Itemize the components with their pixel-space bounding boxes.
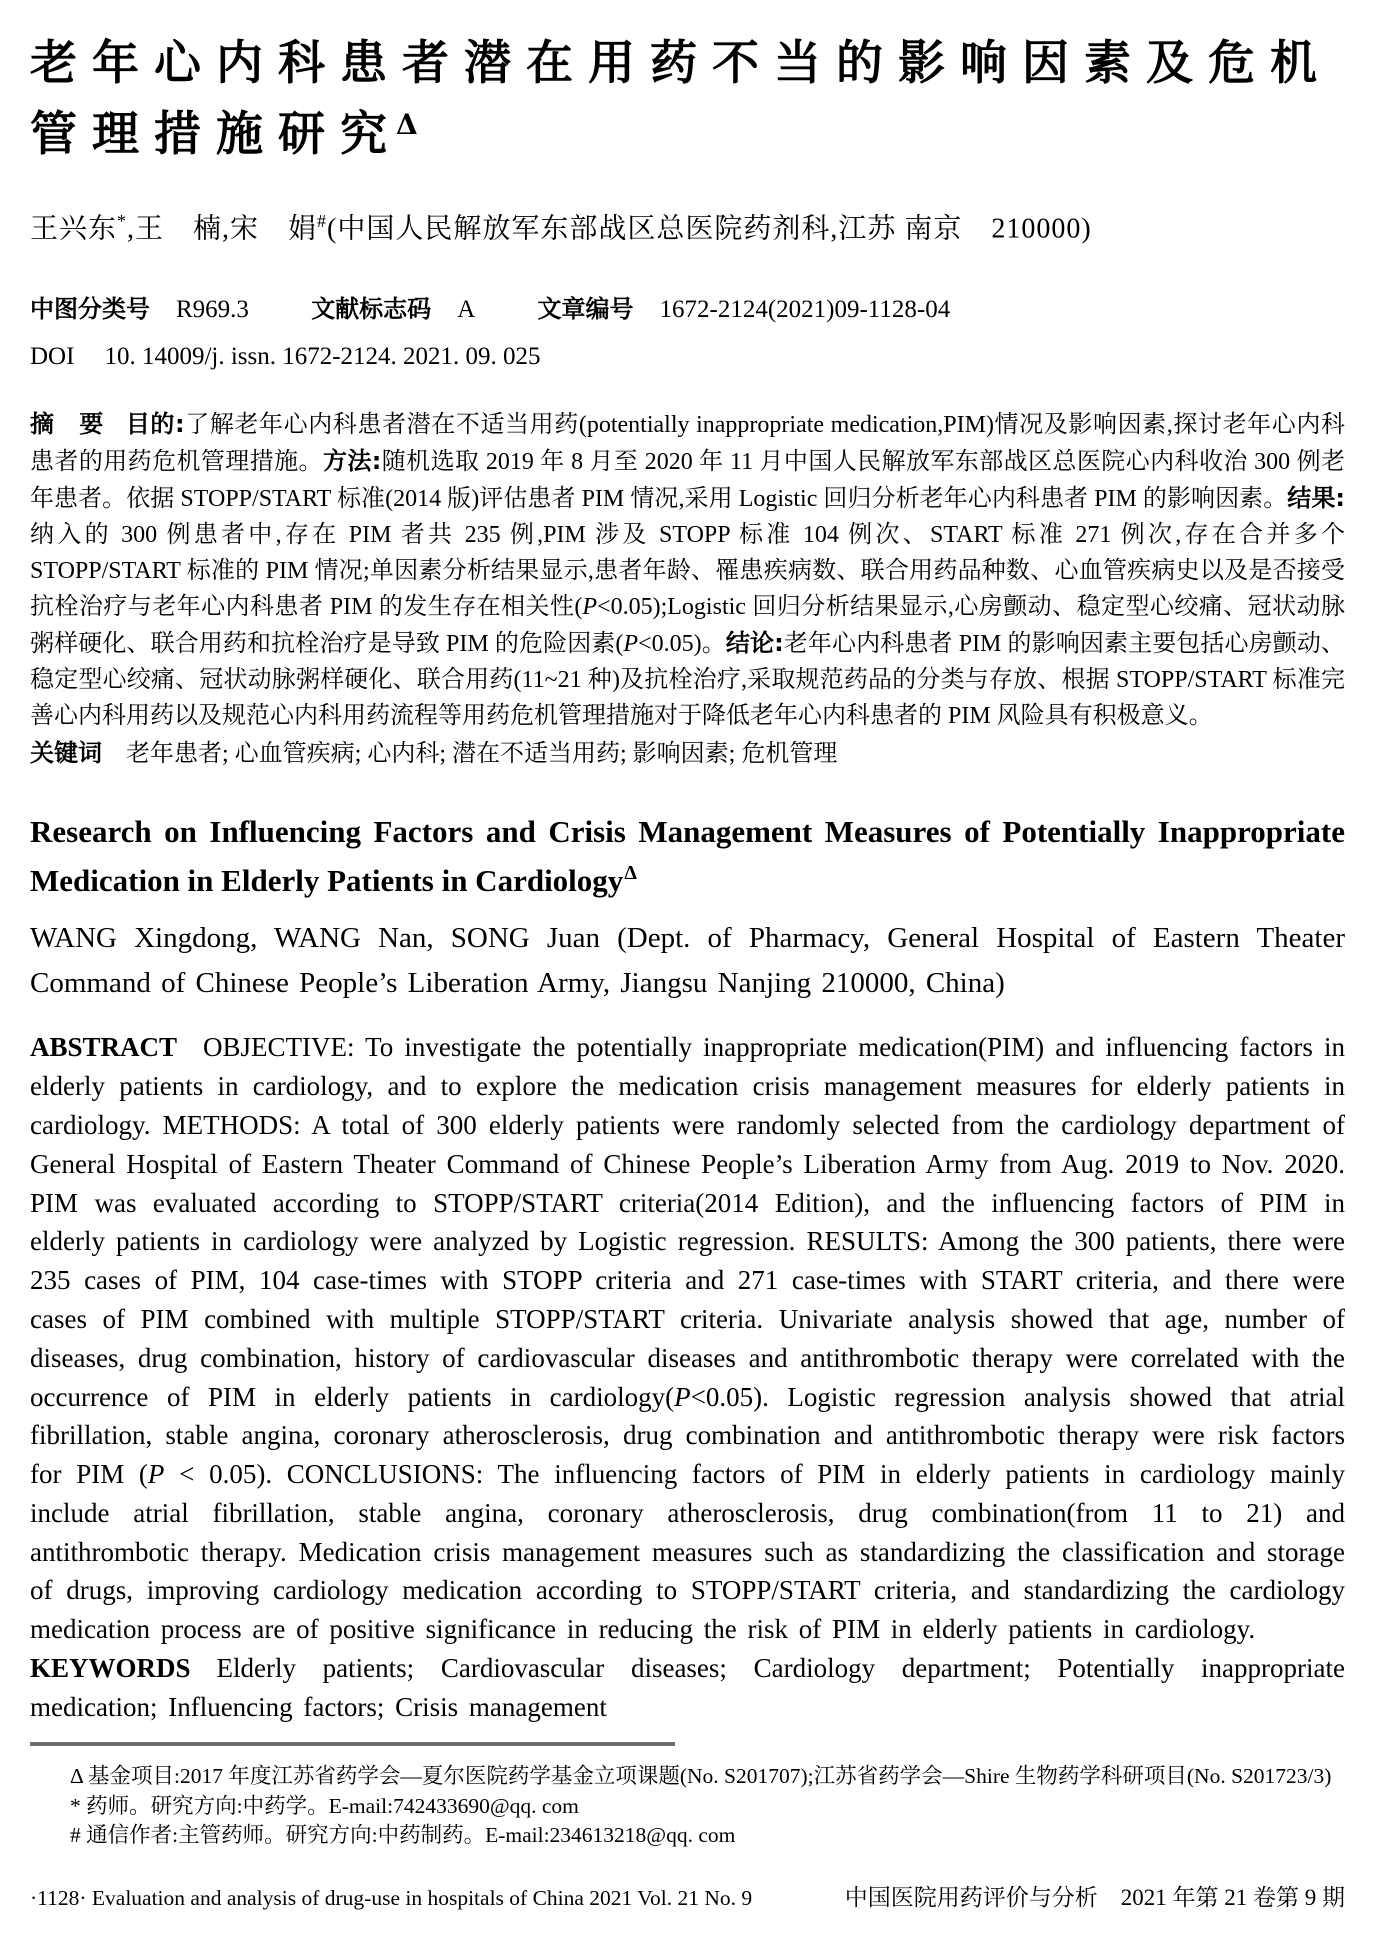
- article-id-label: 文章编号: [537, 295, 634, 324]
- keywords-en: [30, 1649, 1345, 1727]
- corresponding-author-marker: #: [317, 211, 328, 231]
- footnote-first-author: * 药师。研究方向:中药学。E-mail:742433690@qq. com: [70, 1793, 579, 1818]
- abstract-cn-text: 目的:了解老年心内科患者潜在不适当用药(potentially inappropriate medication,PIM)情况及影响因素,探讨老年心内科患者的用药危机管理措施。方法:随机选取 2019 年 8 月至 2020 年 11 月中国人民解放军东部战区总医院心内科收治 300 例老年患者。依据 STOPP/START 标准(2014 版)评估患者 PIM 情况,采用 Logistic 回归分析老年心内科患者 PIM 的影响因素。结果:纳入的 300 例患者中,存在 PIM 者共 235 例,PIM 涉及 STOPP 标准 104 例次、START 标准 271 例次,存在合并多个 STOPP/START 标准的 PIM 情况;单因素分析结果显示,患者年龄、罹患疾病数、联合用药品种数、心血管疾病史以及是否接受抗栓治疗与老年心内科患者 PIM 的发生存在相关性(P<0.05);Logistic 回归分析结果显示,心房颤动、稳定型心绞痛、冠状动脉粥样硬化、联合用药和抗栓治疗是导致 PIM 的危险因素(P<0.05)。结论:老年心内科患者 PIM 的影响因素主要包括心房颤动、稳定型心绞痛、冠状动脉粥样硬化、联合用药(11~21 种)及抗栓治疗,采取规范药品的分类与存放、根据 STOPP/START 标准完善心内科用药以及规范心内科用药流程等用药危机管理措施对于降低老年心内科患者的 PIM 风险具有积极意义。: [30, 410, 1346, 730]
- abstract-en-label: ABSTRACT: [30, 1032, 178, 1063]
- clc-value: R969.3: [176, 296, 249, 324]
- authors-cn: [30, 200, 1345, 250]
- title-en-line2-text: Medication in Elderly Patients in Cardiology: [30, 863, 624, 899]
- doc-code-label: 文献标志码: [311, 295, 432, 324]
- title-cn-line1: [30, 28, 1345, 99]
- title-en-superscript-delta: Δ: [624, 862, 637, 885]
- keywords-en-label: KEYWORDS: [30, 1653, 191, 1684]
- title-en-line2: [30, 856, 1345, 910]
- footer-page-number-journal-en: ·1128· Evaluation and analysis of drug-use in hospitals of China 2021 Vol. 21 No. 9: [30, 1886, 753, 1910]
- author-name-1: 王兴东: [30, 213, 118, 245]
- title-cn-line2-text: 管理措施研究: [30, 107, 402, 162]
- doi-value: 10. 14009/j. issn. 1672-2124. 2021. 09. 025: [104, 343, 541, 371]
- title-en-line1: [30, 807, 1345, 856]
- footnote-separator-rule: [30, 1742, 675, 1746]
- abstract-cn-label: 摘 要: [30, 410, 104, 439]
- paper-title-cn: [30, 28, 1345, 176]
- abstract-en: [30, 1028, 1345, 1649]
- paper-title-en: [30, 807, 1345, 910]
- keywords-cn-text: 老年患者; 心血管疾病; 心内科; 潜在不适当用药; 影响因素; 危机管理: [126, 741, 838, 768]
- keywords-en-text: Elderly patients; Cardiovascular diseases; Cardiology department; Potentially inappropriate medication; Influencing factors; Crisis management: [30, 1653, 1345, 1722]
- keywords-cn: [30, 735, 1345, 773]
- footnote-corresponding-author: # 通信作者:主管药师。研究方向:中药制药。E-mail:234613218@qq. com: [70, 1823, 736, 1847]
- clc-pair: [30, 296, 249, 323]
- footnote-area: [30, 1742, 1345, 1851]
- doi-label: DOI: [30, 343, 75, 371]
- doc-code-value: A: [457, 296, 476, 324]
- article-meta-row: [30, 292, 1345, 327]
- author-1-marker: *: [117, 211, 128, 231]
- article-id-value: 1672-2124(2021)09-1128-04: [659, 296, 951, 324]
- title-cn-line1-text: 老年心内科患者潜在用药不当的影响因素及危机: [30, 36, 1332, 91]
- author-names-rest: ,王 楠,宋 娟: [127, 213, 318, 245]
- article-id-pair: [538, 296, 951, 323]
- title-cn-line2: [30, 99, 1345, 176]
- keywords-cn-label: 关键词: [30, 739, 102, 768]
- authors-en: WANG Xingdong, WANG Nan, SONG Juan (Dept. of Pharmacy, General Hospital of Eastern Theater Command of Chinese People’s Liberation Army, Jiangsu Nanjing 210000, China): [30, 922, 1345, 1000]
- abstract-cn: [30, 406, 1345, 734]
- page-footer: [30, 1879, 1345, 1912]
- abstract-en-text: OBJECTIVE: To investigate the potentially inappropriate medication(PIM) and influencing factors in elderly patients in cardiology, and to explore the medication crisis management measures for elderly patients in cardiology. METHODS: A total of 300 elderly patients were randomly selected from the cardiology department of General Hospital of Eastern Theater Command of Chinese People’s Liberation Army from Aug. 2019 to Nov. 2020. PIM was evaluated according to STOPP/START criteria(2014 Edition), and the influencing factors of PIM in elderly patients in cardiology were analyzed by Logistic regression. RESULTS: Among the 300 patients, there were 235 cases of PIM, 104 case-times with STOPP criteria and 271 case-times with START criteria, and there were cases of PIM combined with multiple STOPP/START criteria. Univariate analysis showed that age, number of diseases, drug combination, history of cardiovascular diseases and antithrombotic therapy were correlated with the occurrence of PIM in elderly patients in cardiology(P<0.05). Logistic regression analysis showed that atrial fibrillation, stable angina, coronary atherosclerosis, drug combination and antithrombotic therapy were risk factors for PIM (P < 0.05). CONCLUSIONS: The influencing factors of PIM in elderly patients in cardiology mainly include atrial fibrillation, stable angina, coronary atherosclerosis, drug combination(from 11 to 21) and antithrombotic therapy. Medication crisis management measures such as standardizing the classification and storage of drugs, improving cardiology medication according to STOPP/START criteria, and standardizing the cardiology medication process are of positive significance in reducing the risk of PIM in elderly patients in cardiology.: [30, 1032, 1345, 1645]
- affiliation-cn: (中国人民解放军东部战区总医院药剂科,江苏 南京 210000): [327, 213, 1092, 245]
- footnote-fund-project: Δ 基金项目:2017 年度江苏省药学会—夏尔医院药学基金立项课题(No. S201707);江苏省药学会—Shire 生物药学科研项目(No. S201723/3): [70, 1764, 1332, 1788]
- title-en-line1-text: Research on Influencing Factors and Crisis Management Measures of Potentially Inappropriate: [30, 814, 1345, 850]
- doc-code-pair: [311, 296, 475, 323]
- footer-journal-cn: 中国医院用药评价与分析 2021 年第 21 卷第 9 期: [844, 1885, 1345, 1910]
- clc-label: 中图分类号: [30, 295, 150, 324]
- doi-row: [30, 340, 1345, 374]
- title-superscript-delta: Δ: [396, 108, 418, 141]
